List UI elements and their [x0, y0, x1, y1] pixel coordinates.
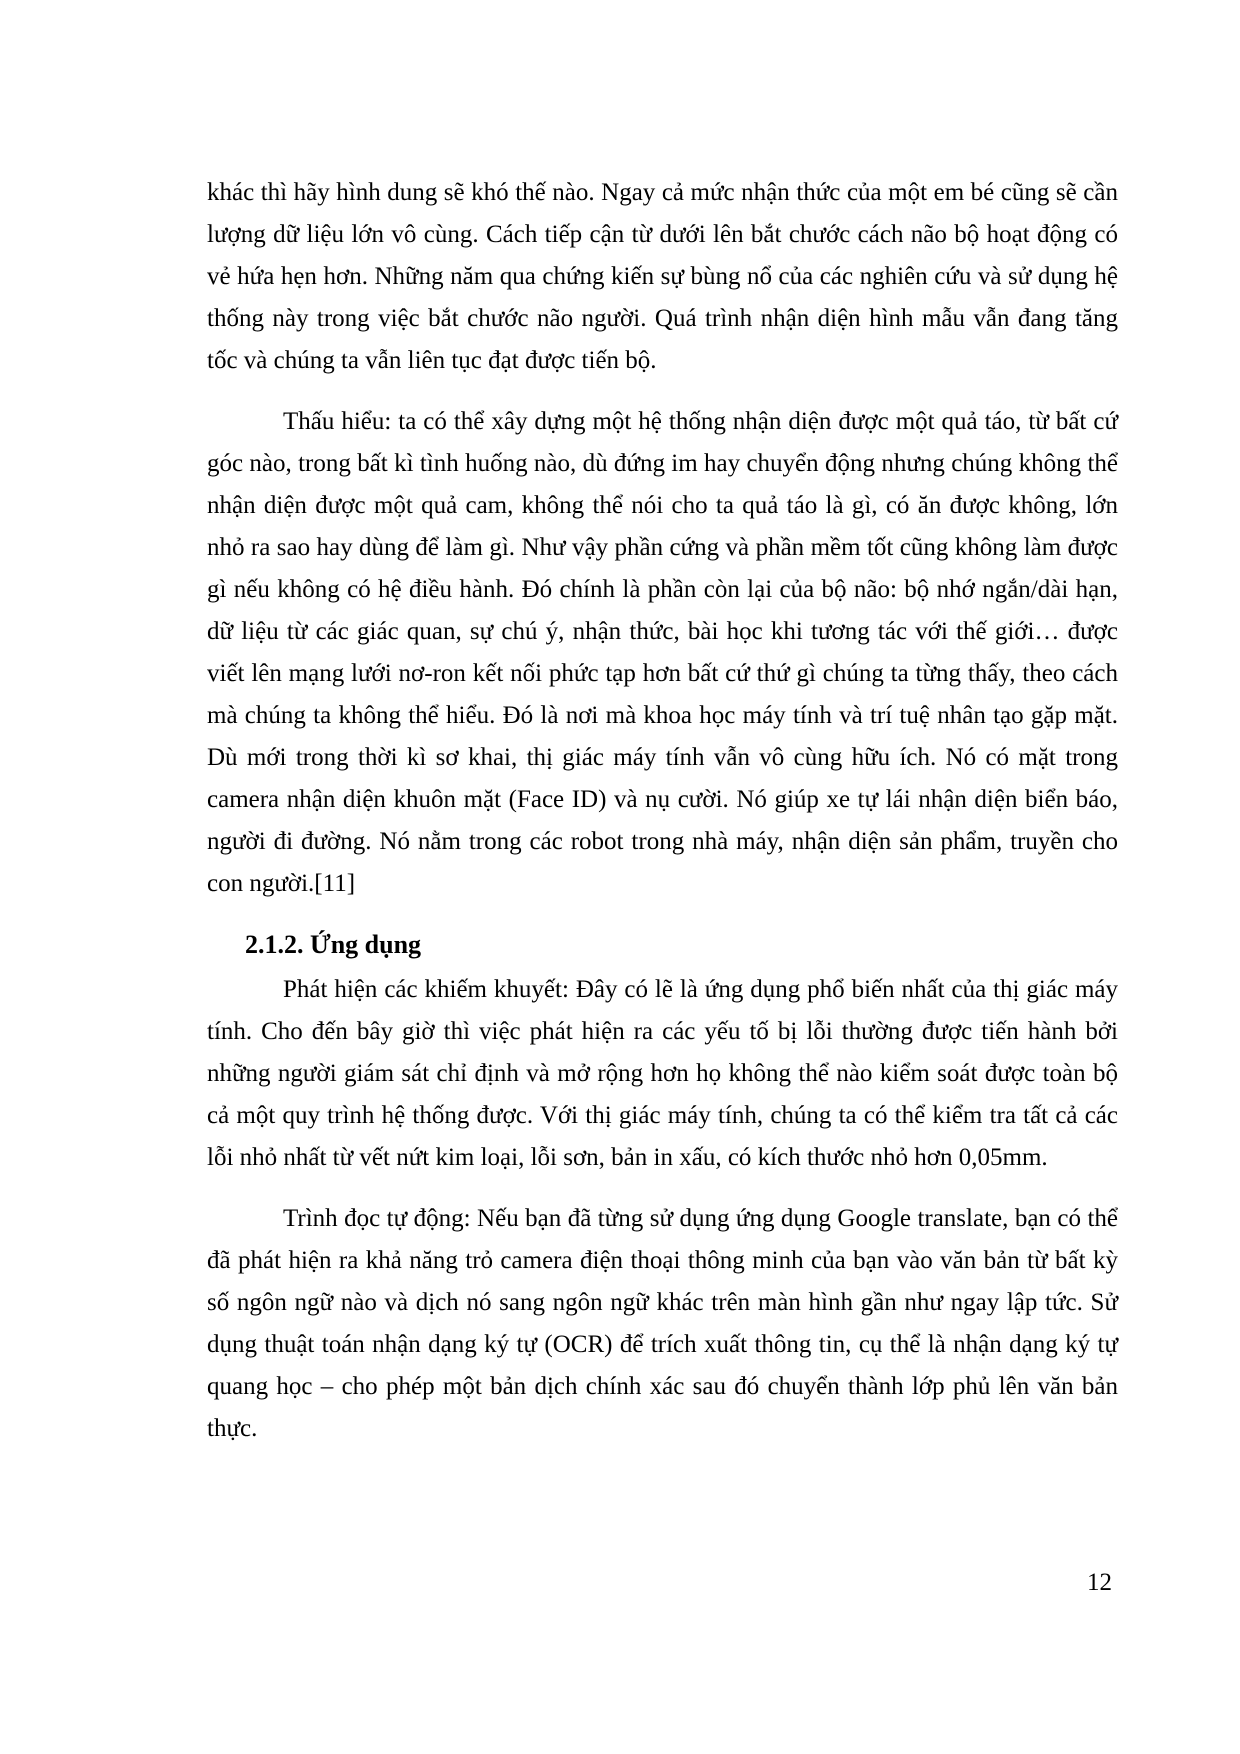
- paragraph: khác thì hãy hình dung sẽ khó thế nào. Ngay cả mức nhận thức của một em bé cũng sẽ cần lượng dữ liệu lớn vô cùng. Cách tiếp cận từ dưới lên bắt chước cách não bộ hoạt động có vẻ hứa hẹn hơn. Những năm qua chứng kiến sự bùng nổ của các nghiên cứu và sử dụng hệ thống này trong việc bắt chước não người. Quá trình nhận diện hình mẫu vẫn đang tăng tốc và chúng ta vẫn liên tục đạt được tiến bộ.: [207, 179, 1118, 374]
- paragraph: Phát hiện các khiếm khuyết: Đây có lẽ là ứng dụng phổ biến nhất của thị giác máy tính. Cho đến bây giờ thì việc phát hiện ra các yếu tố bị lỗi thường được tiến hành bởi những người giám sát chỉ định và mở rộng hơn họ không thể nào kiểm soát được toàn bộ cả một quy trình hệ thống được. Với thị giác máy tính, chúng ta có thể kiểm tra tất cả các lỗi nhỏ nhất từ vết nứt kim loại, lỗi sơn, bản in xấu, có kích thước nhỏ hơn 0,05mm.: [207, 976, 1118, 1171]
- section-heading: 2.1.2. Ứng dụng: [245, 930, 422, 959]
- page-number: 12: [1087, 1569, 1112, 1596]
- paragraph: Trình đọc tự động: Nếu bạn đã từng sử dụng ứng dụng Google translate, bạn có thể đã phát hiện ra khả năng trỏ camera điện thoại thông minh của bạn vào văn bản từ bất kỳ số ngôn ngữ nào và dịch nó sang ngôn ngữ khác trên màn hình gần như ngay lập tức. Sử dụng thuật toán nhận dạng ký tự (OCR) để trích xuất thông tin, cụ thể là nhận dạng ký tự quang học – cho phép một bản dịch chính xác sau đó chuyển thành lớp phủ lên văn bản thực.: [207, 1205, 1118, 1442]
- paragraph: Thấu hiểu: ta có thể xây dựng một hệ thống nhận diện được một quả táo, từ bất cứ góc nào, trong bất kì tình huống nào, dù đứng im hay chuyển động nhưng chúng không thể nhận diện được một quả cam, không thể nói cho ta quả táo là gì, có ăn được không, lớn nhỏ ra sao hay dùng để làm gì. Như vậy phần cứng và phần mềm tốt cũng không làm được gì nếu không có hệ điều hành. Đó chính là phần còn lại của bộ não: bộ nhớ ngắn/dài hạn, dữ liệu từ các giác quan, sự chú ý, nhận thức, bài học khi tương tác với thế giới… được viết lên mạng lưới nơ-ron kết nối phức tạp hơn bất cứ thứ gì chúng ta từng thấy, theo cách mà chúng ta không thể hiểu. Đó là nơi mà khoa học máy tính và trí tuệ nhân tạo gặp mặt. Dù mới trong thời kì sơ khai, thị giác máy tính vẫn vô cùng hữu ích. Nó có mặt trong camera nhận diện khuôn mặt (Face ID) và nụ cười. Nó giúp xe tự lái nhận diện biển báo, người đi đường. Nó nằm trong các robot trong nhà máy, nhận diện sản phẩm, truyền cho con người.[11]: [207, 408, 1118, 897]
- page-content: [207, 172, 1118, 1469]
